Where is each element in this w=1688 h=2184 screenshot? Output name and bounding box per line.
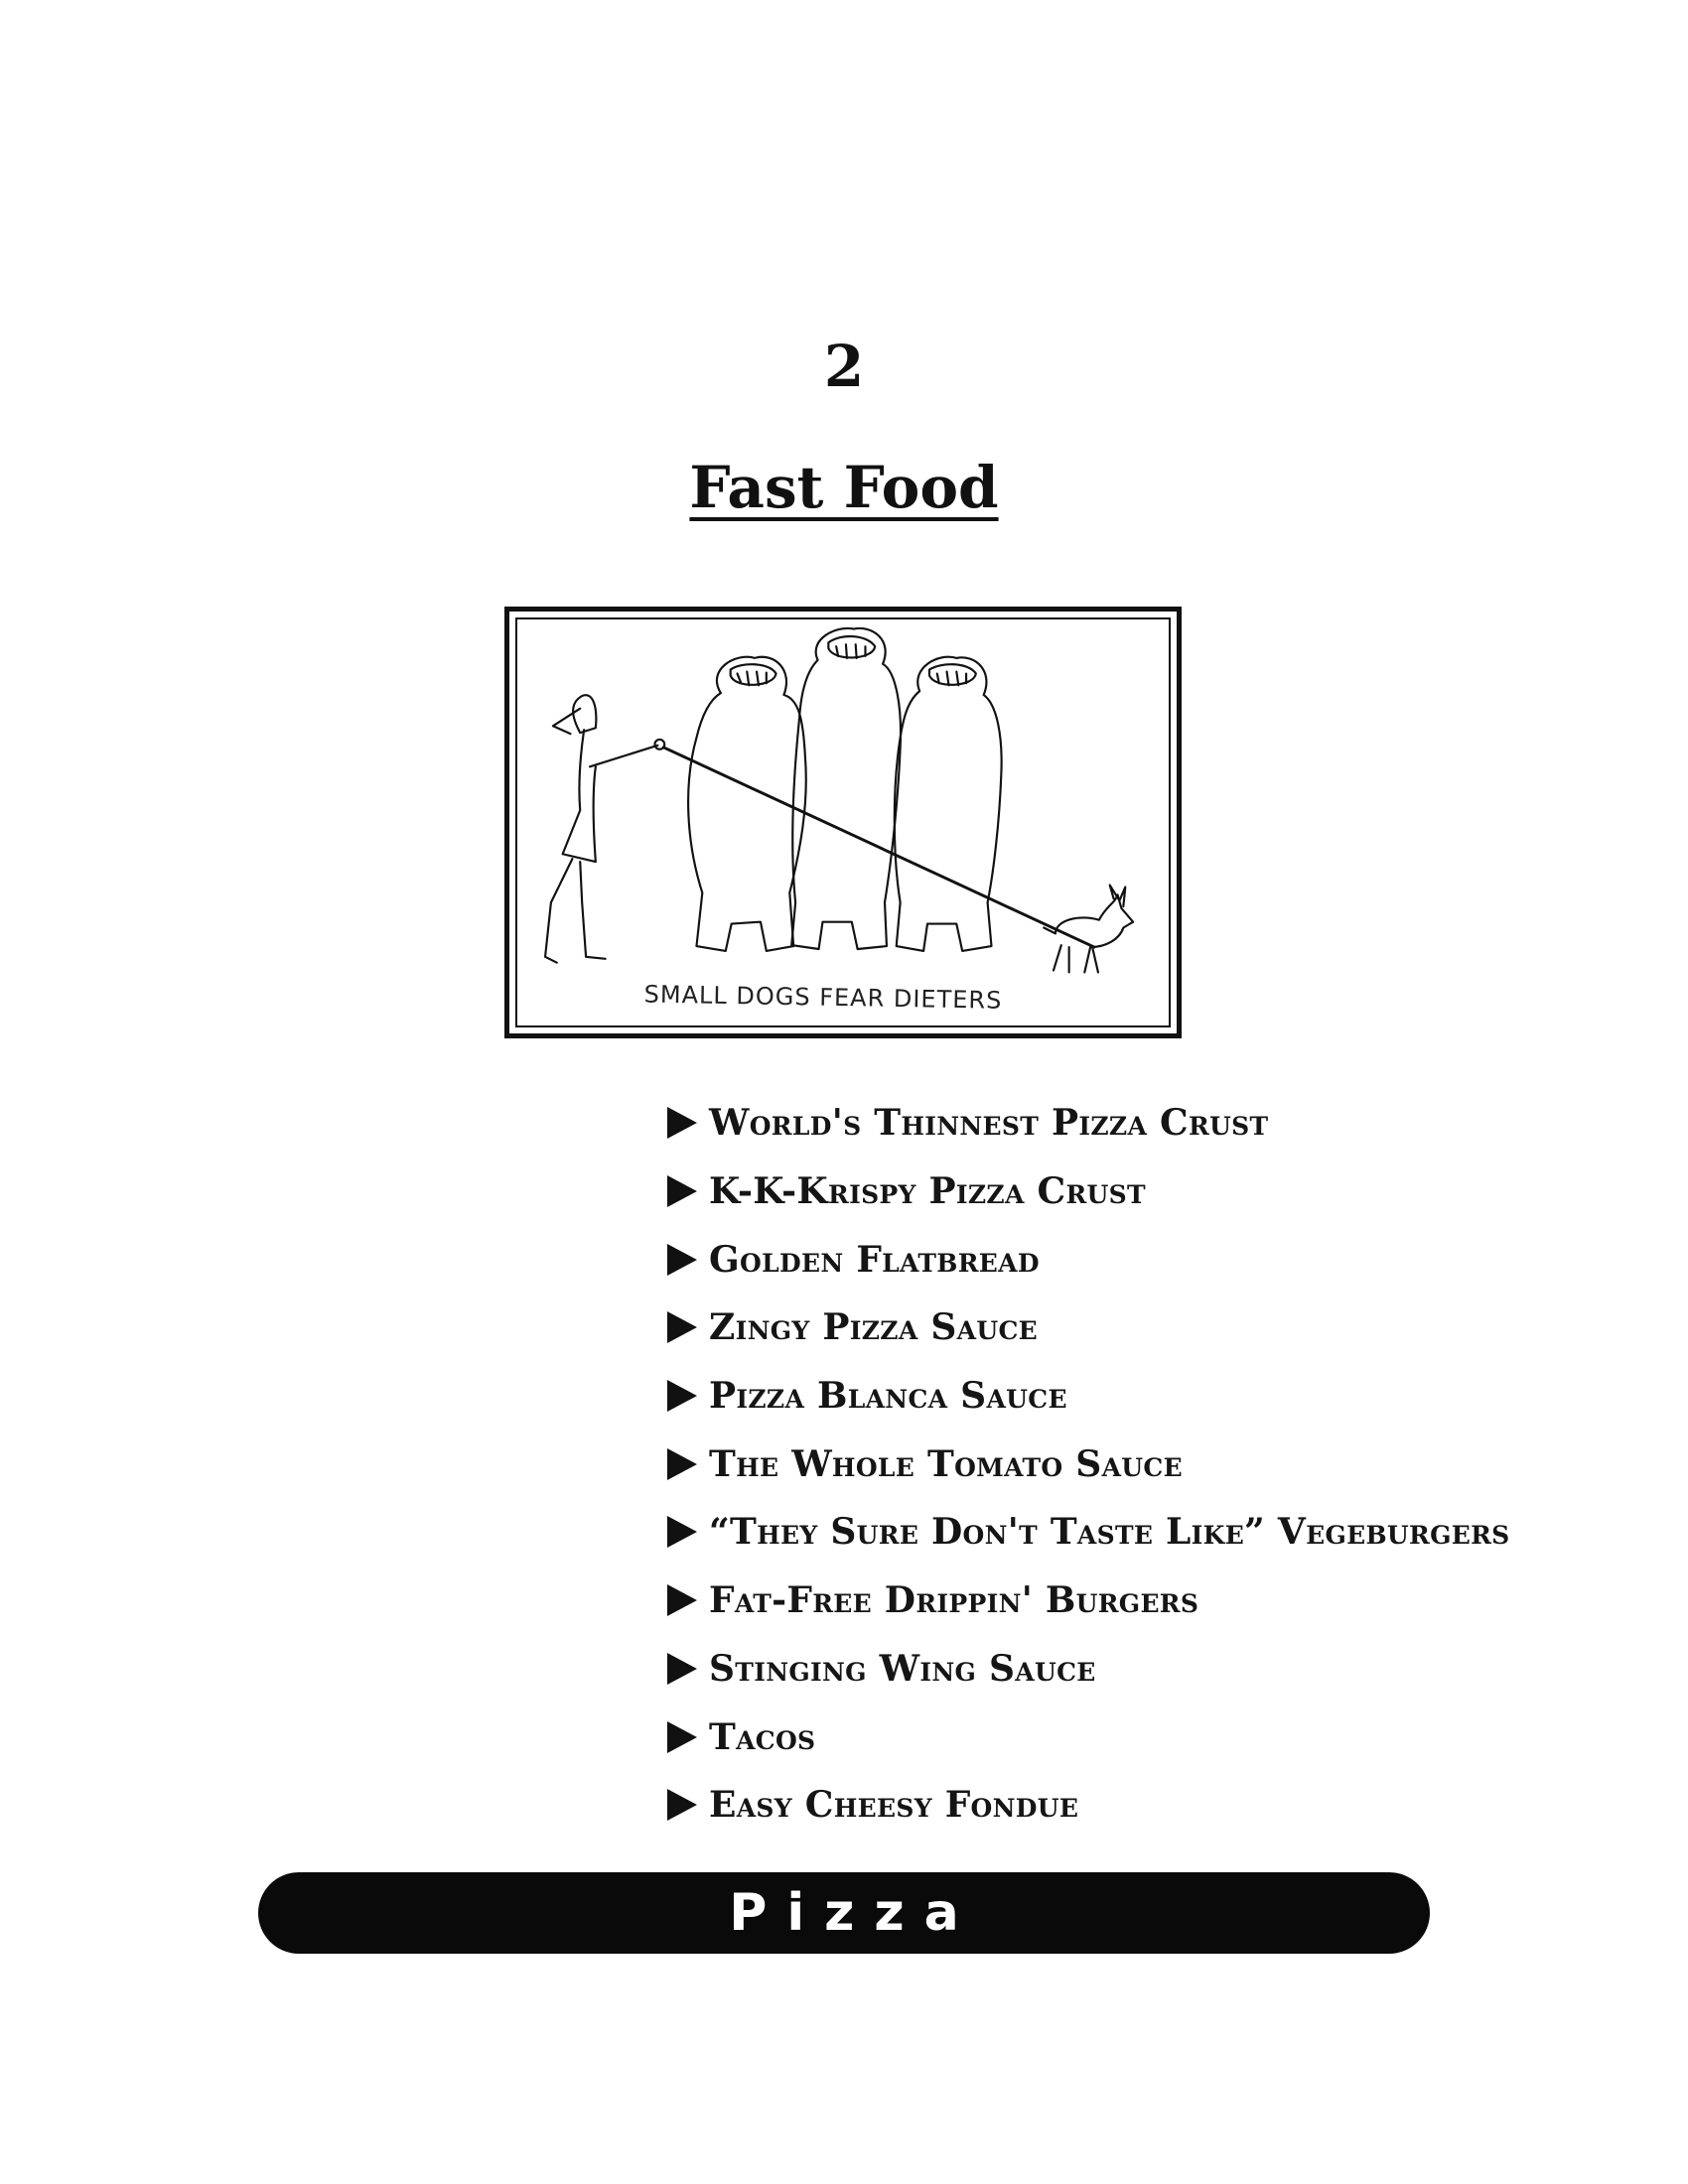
triangle-bullet-icon (667, 1448, 697, 1480)
recipe-item (667, 1158, 1510, 1226)
recipe-label: K-K-Krispy Pizza Crust (709, 1170, 1146, 1213)
triangle-bullet-icon (667, 1380, 697, 1412)
recipe-label: Tacos (709, 1715, 816, 1758)
recipe-label: “They Sure Don't Taste Like” Vegeburgers (709, 1511, 1510, 1554)
chapter-number: 2 (823, 333, 865, 400)
triangle-bullet-icon (667, 1584, 697, 1616)
recipe-label: The Whole Tomato Sauce (709, 1442, 1183, 1485)
triangle-bullet-icon (667, 1653, 697, 1685)
section-banner-label: Pizza (729, 1883, 979, 1943)
recipe-item (667, 1362, 1510, 1431)
triangle-bullet-icon (667, 1175, 697, 1207)
cartoon-drawing (509, 612, 1177, 1033)
recipe-label: Fat-Free Drippin' Burgers (709, 1579, 1199, 1622)
section-banner (258, 1872, 1430, 1954)
recipe-label: Easy Cheesy Fondue (709, 1784, 1079, 1827)
triangle-bullet-icon (667, 1311, 697, 1343)
triangle-bullet-icon (667, 1516, 697, 1548)
triangle-bullet-icon (667, 1789, 697, 1821)
recipe-item (667, 1703, 1510, 1771)
cartoon-caption: SMALL DOGS FEAR DIETERS (643, 980, 1003, 1015)
triangle-bullet-icon (667, 1721, 697, 1753)
recipe-item (667, 1635, 1510, 1704)
recipe-item (667, 1225, 1510, 1294)
recipe-label: Stinging Wing Sauce (709, 1647, 1096, 1690)
recipe-item (667, 1430, 1510, 1498)
recipe-item (667, 1498, 1510, 1567)
recipe-list (667, 1089, 1510, 1840)
recipe-label: Zingy Pizza Sauce (709, 1306, 1038, 1349)
recipe-label: Pizza Blanca Sauce (709, 1375, 1067, 1418)
recipe-item (667, 1294, 1510, 1362)
chapter-title: Fast Food (689, 454, 999, 521)
cartoon-illustration (504, 607, 1182, 1038)
recipe-label: Golden Flatbread (709, 1238, 1040, 1281)
recipe-item (667, 1089, 1510, 1158)
triangle-bullet-icon (667, 1107, 697, 1139)
triangle-bullet-icon (667, 1244, 697, 1276)
recipe-label: World's Thinnest Pizza Crust (709, 1102, 1269, 1145)
recipe-item (667, 1567, 1510, 1635)
recipe-item (667, 1771, 1510, 1840)
